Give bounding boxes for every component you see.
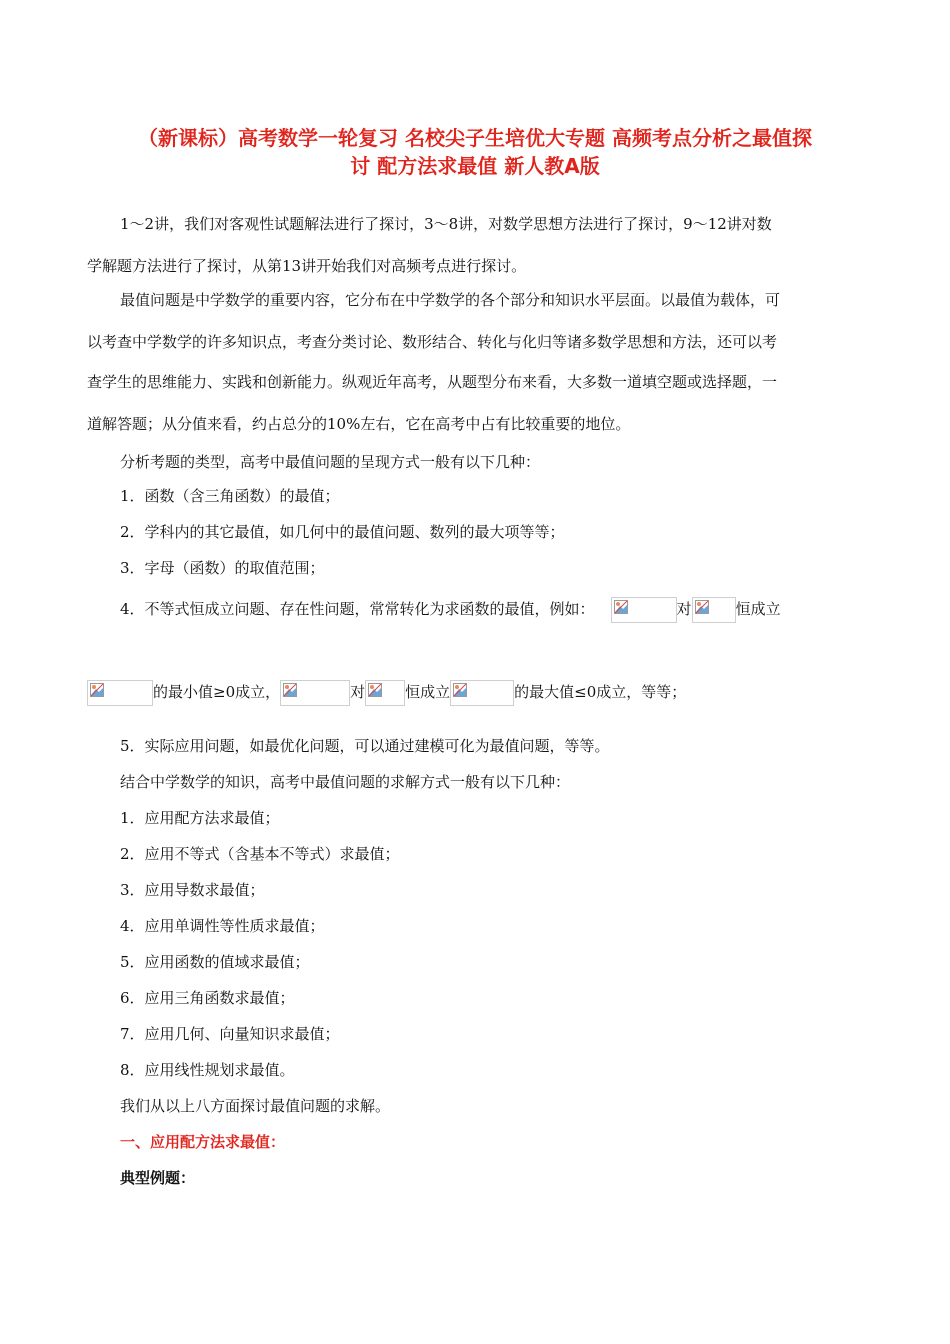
methods-item-2: 2．应用不等式（含基本不等式）求最值； bbox=[120, 845, 400, 863]
types-item-4-text-b: 对 bbox=[676, 600, 692, 618]
intro-paragraph-2-line-3: 查学生的思维能力、实践和创新能力。纵观近年高考，从题型分布来看，大多数一道填空题或选择题，一 bbox=[87, 373, 778, 391]
document-title bbox=[90, 124, 860, 180]
methods-item-1: 1．应用配方法求最值； bbox=[120, 809, 280, 827]
methods-item-6: 6．应用三角函数求最值； bbox=[120, 989, 295, 1007]
broken-image-icon bbox=[90, 683, 104, 697]
section-heading: 一、应用配方法求最值： bbox=[120, 1133, 286, 1151]
formula-image-placeholder bbox=[280, 680, 350, 706]
methods-item-5: 5．应用函数的值域求最值； bbox=[120, 953, 310, 971]
methods-item-7: 7．应用几何、向量知识求最值； bbox=[120, 1025, 340, 1043]
intro-paragraph-1-line-2: 学解题方法进行了探讨，从第13讲开始我们对高频考点进行探讨。 bbox=[87, 257, 527, 275]
types-item-4-text-d: 的最小值≥0成立， bbox=[153, 683, 281, 701]
formula-image-placeholder bbox=[365, 680, 405, 706]
types-item-5: 5．实际应用问题，如最优化问题，可以通过建模可化为最值问题，等等。 bbox=[120, 737, 610, 755]
broken-image-icon bbox=[614, 600, 628, 614]
types-item-1: 1．函数（含三角函数）的最值； bbox=[120, 487, 340, 505]
methods-closing: 我们从以上八方面探讨最值问题的求解。 bbox=[120, 1097, 391, 1115]
formula-image-placeholder bbox=[692, 597, 736, 623]
types-item-4-text-g: 的最大值≤0成立，等等； bbox=[514, 683, 687, 701]
broken-image-icon bbox=[368, 683, 382, 697]
formula-image-placeholder bbox=[450, 680, 514, 706]
title-line-2: 讨 配方法求最值 新人教A版 bbox=[350, 154, 600, 178]
intro-paragraph-2-line-2: 以考查中学数学的许多知识点，考查分类讨论、数形结合、转化与化归等诸多数学思想和方法，还可以考 bbox=[87, 333, 778, 351]
types-item-2: 2．学科内的其它最值，如几何中的最值问题、数列的最大项等等； bbox=[120, 523, 565, 541]
types-item-4-text-c: 恒成立 bbox=[735, 600, 781, 618]
broken-image-icon bbox=[695, 600, 709, 614]
formula-image-placeholder bbox=[87, 680, 153, 706]
broken-image-icon bbox=[453, 683, 467, 697]
intro-paragraph-2-line-4: 道解答题；从分值来看，约占总分的10%左右，它在高考中占有比较重要的地位。 bbox=[87, 415, 631, 433]
types-item-4-line-1 bbox=[120, 597, 910, 623]
broken-image-icon bbox=[283, 683, 297, 697]
types-item-4-text-e: 对 bbox=[350, 683, 366, 701]
types-item-4-text-f: 恒成立 bbox=[405, 683, 451, 701]
methods-item-4: 4．应用单调性等性质求最值； bbox=[120, 917, 325, 935]
types-item-4-text-a: 4．不等式恒成立问题、存在性问题，常常转化为求函数的最值，例如： bbox=[120, 600, 595, 618]
formula-image-placeholder bbox=[611, 597, 677, 623]
types-item-4-line-2 bbox=[87, 680, 877, 706]
types-heading: 分析考题的类型，高考中最值问题的呈现方式一般有以下几种： bbox=[120, 453, 541, 471]
methods-heading: 结合中学数学的知识，高考中最值问题的求解方式一般有以下几种： bbox=[120, 773, 571, 791]
subsection-heading: 典型例题： bbox=[120, 1169, 196, 1187]
intro-paragraph-1-line-1: 1～2讲，我们对客观性试题解法进行了探讨，3～8讲，对数学思想方法进行了探讨，9～12讲对数 bbox=[120, 215, 772, 233]
intro-paragraph-2-line-1: 最值问题是中学数学的重要内容，它分布在中学数学的各个部分和知识水平层面。以最值为载体，可 bbox=[120, 291, 781, 309]
types-item-3: 3．字母（函数）的取值范围； bbox=[120, 559, 325, 577]
title-line-1: （新课标）高考数学一轮复习 名校尖子生培优大专题 高频考点分析之最值探 bbox=[138, 126, 812, 150]
methods-item-8: 8．应用线性规划求最值。 bbox=[120, 1061, 295, 1079]
methods-item-3: 3．应用导数求最值； bbox=[120, 881, 265, 899]
